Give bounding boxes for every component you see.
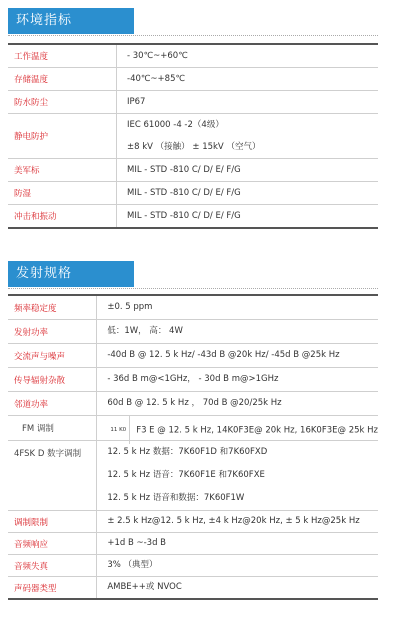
spec-label: 发射功率 [8, 320, 97, 344]
spec-value-line: 3% （典型） [107, 560, 158, 570]
spec-row [8, 159, 378, 182]
spec-value [97, 392, 378, 416]
env-header [8, 8, 378, 36]
spec-value-line: IEC 61000 -4 -2（4级） [127, 120, 224, 130]
spec-label: 存储温度 [8, 68, 117, 91]
fm-value-cell [97, 416, 378, 441]
spec-value [117, 44, 379, 68]
tx-header [8, 261, 378, 289]
spec-value-line: 12. 5 k Hz 数据：7K60F1D 和7K60FXD [107, 447, 268, 457]
spec-value-line: - 36d B m@<1GHz， - 30d B m@>1GHz [107, 374, 279, 384]
tx-divider [8, 288, 378, 289]
spec-row [8, 44, 378, 68]
spec-value-line: ±0. 5 ppm [107, 302, 153, 312]
spec-row [8, 182, 378, 205]
spec-row [8, 205, 378, 229]
spec-row [8, 114, 378, 159]
fm-bandwidth-box: 11 K0 [107, 416, 130, 444]
spec-value [97, 555, 378, 577]
spec-label: 音频失真 [8, 555, 97, 577]
env-divider [8, 35, 378, 36]
env-table [8, 43, 378, 229]
tx-section [8, 261, 378, 289]
spec-row [8, 392, 378, 416]
spec-value [117, 114, 379, 159]
spec-value-line: 12. 5 k Hz 语音：7K60F1E 和7K60FXE [107, 470, 265, 480]
spec-label: 美军标 [8, 159, 117, 182]
tx-title: 发射规格 [8, 261, 134, 287]
fsk-label: 4FSK D 数字调制 [8, 441, 97, 511]
spec-row [8, 577, 378, 600]
spec-label: 工作温度 [8, 44, 117, 68]
spec-value-line: 12. 5 k Hz 语音和数据：7K60F1W [107, 493, 245, 503]
spec-value [97, 295, 378, 320]
spec-label: 音频响应 [8, 533, 97, 555]
spec-value [97, 511, 378, 533]
spec-label: 防湿 [8, 182, 117, 205]
fm-row [8, 416, 378, 441]
spec-value-line: 低：1W， 高： 4W [107, 326, 183, 336]
spec-value [97, 533, 378, 555]
spec-value [117, 159, 379, 182]
spec-value-line: MIL - STD -810 C/ D/ E/ F/G [127, 188, 241, 198]
spec-value-line: -40d B @ 12. 5 k Hz/ -43d B @20k Hz/ -45d B @25k Hz [107, 350, 340, 360]
env-section [8, 8, 378, 36]
spec-label: 声码器类型 [8, 577, 97, 600]
spec-value [97, 577, 378, 600]
spec-label: 交流声与噪声 [8, 344, 97, 368]
spec-value-line: MIL - STD -810 C/ D/ E/ F/G [127, 211, 241, 221]
spec-row [8, 320, 378, 344]
spec-value [97, 441, 378, 511]
spec-value-line: ±8 kV （接触） ± 15kV （空气） [127, 142, 261, 152]
spec-row [8, 344, 378, 368]
fm-value: F3 E @ 12. 5 k Hz, 14K0F3E@ 20k Hz, 16K0F3E@ 25k Hz [136, 425, 378, 436]
spec-label: 静电防护 [8, 114, 117, 159]
spec-value-line: - 30℃~+60℃ [127, 51, 188, 61]
spec-row [8, 295, 378, 320]
spec-label: 传导辐射杂散 [8, 368, 97, 392]
spec-value-line: MIL - STD -810 C/ D/ E/ F/G [127, 165, 241, 175]
fm-value-line [107, 416, 378, 440]
spec-value [97, 368, 378, 392]
spec-value [117, 205, 379, 229]
spec-row [8, 511, 378, 533]
fsk-row [8, 441, 378, 511]
spec-value [97, 344, 378, 368]
spec-row [8, 555, 378, 577]
spec-label: 防水防尘 [8, 91, 117, 114]
spec-value [117, 182, 379, 205]
spec-label: 邻道功率 [8, 392, 97, 416]
spec-row [8, 533, 378, 555]
spec-value [117, 91, 379, 114]
spec-value [117, 68, 379, 91]
spec-label: 频率稳定度 [8, 295, 97, 320]
spec-value-line: 60d B @ 12. 5 k Hz ， 70d B @20/25k Hz [107, 398, 282, 408]
tx-table [8, 294, 378, 600]
spec-row [8, 68, 378, 91]
spec-value-line: +1d B ~-3d B [107, 538, 167, 548]
spec-value [97, 320, 378, 344]
spec-value-line: AMBE++或 NVOC [107, 582, 182, 592]
spec-label: 调制限制 [8, 511, 97, 533]
spec-value-line: IP67 [127, 97, 146, 107]
spec-row [8, 91, 378, 114]
spec-value-line: ± 2.5 k Hz@12. 5 k Hz, ±4 k Hz@20k Hz, ± 5 k Hz@25k Hz [107, 516, 360, 526]
spec-row [8, 368, 378, 392]
env-title: 环境指标 [8, 8, 134, 34]
fm-label: FM 调制 [8, 416, 97, 441]
spec-value-line: -40℃~+85℃ [127, 74, 186, 84]
spec-label: 冲击和振动 [8, 205, 117, 229]
